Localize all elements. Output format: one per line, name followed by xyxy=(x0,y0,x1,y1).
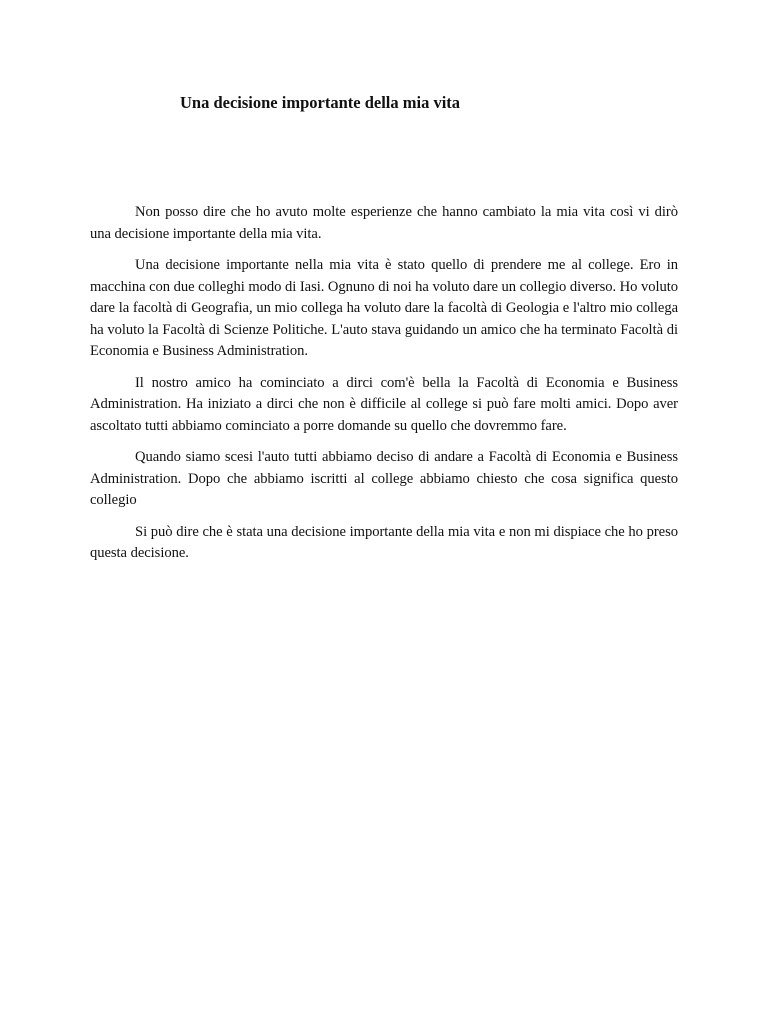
document-body xyxy=(90,202,678,575)
paragraph-5: Si può dire che è stata una decisione importante della mia vita e non mi dispiace che ho preso questa decisione. xyxy=(90,523,678,561)
paragraph-2: Una decisione importante nella mia vita è stato quello di prendere me al college. Ero in macchina con due colleghi modo di Iasi. Ognuno di noi ha voluto dare un collegio diverso. Ho voluto dare la facoltà di Geografia, un mio collega ha voluto dare la facoltà di Geologia e l'altro mio collega ha voluto la Facoltà di Scienze Politiche. L'auto stava guidando un amico che ha terminato Facoltà di Economia e Business Administration. xyxy=(90,257,679,359)
paragraph-1: Non posso dire che ho avuto molte esperienze che hanno cambiato la mia vita così vi dirò una decisione importante della mia vita. xyxy=(90,204,678,242)
paragraph-4: Quando siamo scesi l'auto tutti abbiamo deciso di andare a Facoltà di Economia e Business Administration. Dopo che abbiamo iscritti al college abbiamo chiesto che cosa significa questo collegio xyxy=(90,449,678,508)
paragraph-3: Il nostro amico ha cominciato a dirci com'è bella la Facoltà di Economia e Business Administration. Ha iniziato a dirci che non è difficile al college si può fare molti amici. Dopo aver ascoltato tutti abbiamo cominciato a porre domande su quello che dovremmo fare. xyxy=(90,374,678,434)
document-title: Una decisione importante della mia vita xyxy=(180,93,461,112)
